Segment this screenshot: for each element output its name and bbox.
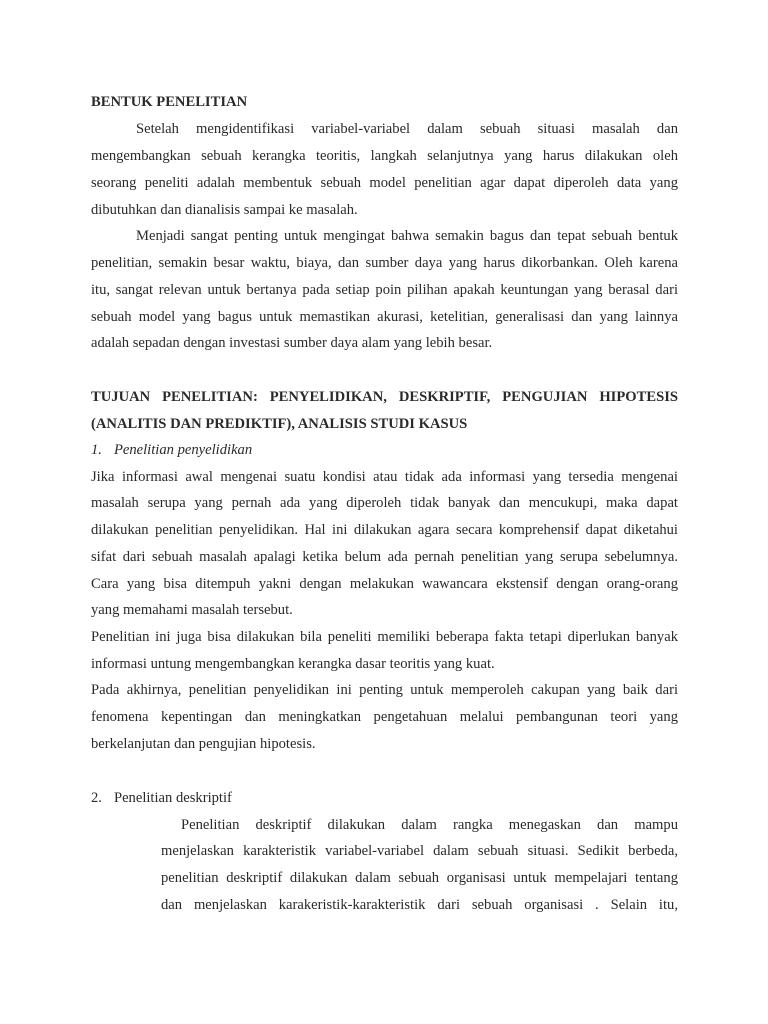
paragraph-line: masalah serupa yang pernah ada yang diperoleh tidak banyak dan mencukupi, maka dapat [91,495,678,511]
paragraph-line: mengembangkan sebuah kerangka teoritis, langkah selanjutnya yang harus dilakukan oleh [91,148,678,164]
paragraph-line: Penelitian ini juga bisa dilakukan bila peneliti memiliki beberapa fakta tetapi diperlukan banyak [91,629,678,645]
paragraph-line: penelitian deskriptif dilakukan dalam sebuah organisasi untuk mempelajari tentang [161,870,678,886]
paragraph-line: Pada akhirnya, penelitian penyelidikan ini penting untuk memperoleh cakupan yang baik dari [91,682,678,698]
section-heading-tujuan-penelitian: TUJUAN PENELITIAN: PENYELIDIKAN, DESKRIPTIF, PENGUJIAN HIPOTESIS [91,389,678,405]
paragraph-line: fenomena kepentingan dan meningkatkan pengetahuan melalui pembangunan teori yang [91,709,678,725]
paragraph-line: itu, sangat relevan untuk bertanya pada setiap poin pilihan apakah keuntungan yang berasal dari [91,282,678,298]
paragraph-line: yang memahami masalah tersebut. [91,602,293,618]
list-item-number: 2. [91,790,102,806]
paragraph-line: sifat dari sebuah masalah apalagi ketika belum ada pernah penelitian yang serupa sebelumnya. [91,549,678,565]
list-item-2-heading [91,789,678,807]
section-heading-tujuan-penelitian-cont: (ANALITIS DAN PREDIKTIF), ANALISIS STUDI KASUS [91,416,468,432]
paragraph-line: penelitian, semakin besar waktu, biaya, dan sumber daya yang harus dikorbankan. Oleh karena [91,255,678,271]
list-item-title: Penelitian deskriptif [113,790,232,806]
paragraph-line: seorang peneliti adalah membentuk sebuah model penelitian agar dapat diperoleh data yang [91,175,678,191]
paragraph-line: sebuah model yang bagus untuk memastikan akurasi, ketelitian, generalisasi dan yang lainnya [91,309,678,325]
list-item-title: Penelitian penyelidikan [113,442,253,458]
paragraph-line: Menjadi sangat penting untuk mengingat bahwa semakin bagus dan tepat sebuah bentuk [136,228,678,244]
list-item-1-heading [91,441,678,459]
paragraph-line: Penelitian deskriptif dilakukan dalam rangka menegaskan dan mampu [181,817,678,833]
paragraph-line: Cara yang bisa ditempuh yakni dengan melakukan wawancara ekstensif dengan orang-orang [91,576,678,592]
paragraph-line: dibutuhkan dan dianalisis sampai ke masalah. [91,202,358,218]
paragraph-line: informasi untung mengembangkan kerangka dasar teoritis yang kuat. [91,656,495,672]
paragraph-line: Jika informasi awal mengenai suatu kondisi atau tidak ada informasi yang tersedia mengenai [91,469,678,485]
paragraph-line: berkelanjutan dan pengujian hipotesis. [91,736,316,752]
paragraph-line: Setelah mengidentifikasi variabel-variabel dalam sebuah situasi masalah dan [136,121,678,137]
paragraph-line: dan menjelaskan karakeristik-karakteristik dari sebuah organisasi . Selain itu, [161,897,678,913]
list-item-number: 1. [91,442,102,458]
paragraph-line: menjelaskan karakteristik variabel-variabel dalam sebuah situasi. Sedikit berbeda, [161,843,678,859]
section-heading-bentuk-penelitian: BENTUK PENELITIAN [91,94,248,110]
paragraph-line: adalah sepadan dengan investasi sumber daya alam yang lebih besar. [91,335,493,351]
paragraph-line: dilakukan penelitian penyelidikan. Hal ini dilakukan agara secara komprehensif dapat diketahui [91,522,678,538]
